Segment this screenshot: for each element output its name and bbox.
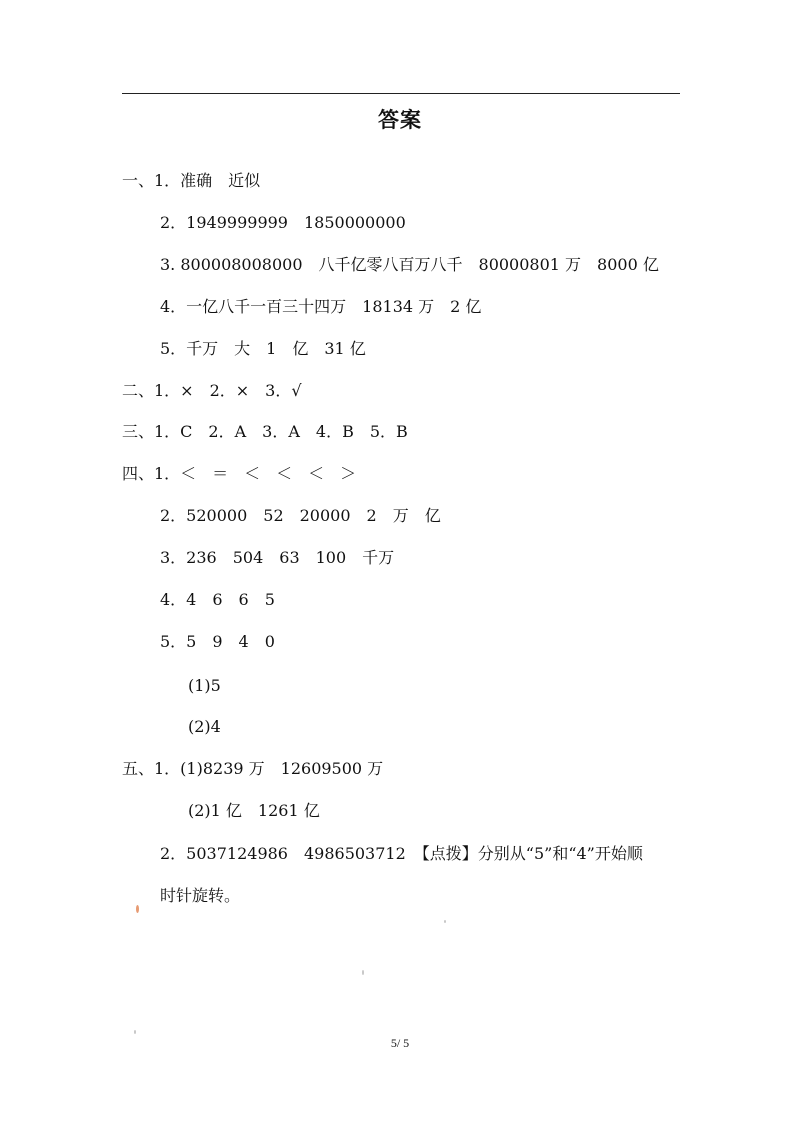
scan-speck	[362, 970, 364, 975]
answer-line: 时针旋转。	[160, 886, 241, 905]
answer-line: 2．5037124986 4986503712 【点拨】分别从“5”和“4”开始顺	[160, 844, 643, 863]
answer-line: 一、1．准确 近似	[122, 171, 261, 190]
answer-line: 4．4 6 6 5	[160, 590, 275, 609]
answer-line: 5．5 9 4 0	[160, 632, 275, 651]
answer-line: (2)1 亿 1261 亿	[188, 801, 320, 820]
scan-speck	[444, 920, 446, 923]
answer-line: 3．236 504 63 100 千万	[160, 548, 395, 567]
answer-line: 2．1949999999 1850000000	[160, 213, 406, 232]
answer-line: 3. 800008008000 八千亿零八百万八千 80000801 万 8000 亿	[160, 255, 659, 274]
answer-line: 5．千万 大 1 亿 31 亿	[160, 339, 366, 358]
answer-line: 二、1．× 2．× 3．√	[122, 381, 302, 400]
answer-line: (1)5	[188, 676, 221, 695]
answer-line: 五、1．(1)8239 万 12609500 万	[122, 759, 384, 778]
answer-line: 4．一亿八千一百三十四万 18134 万 2 亿	[160, 297, 482, 316]
answer-line: 2．520000 52 20000 2 万 亿	[160, 506, 441, 525]
page-title: 答案	[378, 108, 422, 132]
page-number: 5/ 5	[390, 1036, 410, 1050]
scan-speck	[134, 1030, 136, 1034]
answer-line: 四、1．＜ ＝ ＜ ＜ ＜ ＞	[122, 464, 357, 483]
header-rule	[122, 93, 680, 94]
answer-line: (2)4	[188, 717, 221, 736]
scan-speck	[136, 905, 139, 913]
answer-line: 三、1．C 2．A 3．A 4．B 5．B	[122, 422, 408, 441]
